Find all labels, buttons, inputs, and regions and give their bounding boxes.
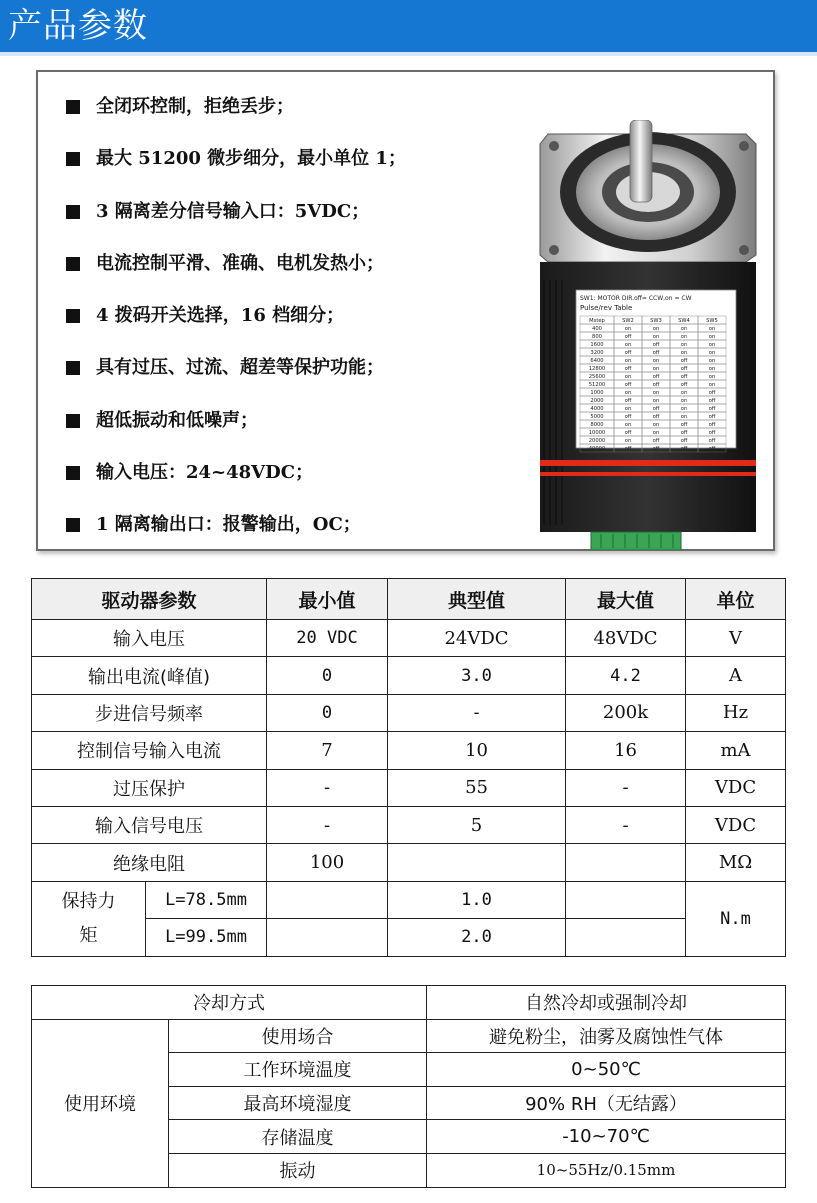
header-divider <box>0 52 817 56</box>
motor-label-cell: 10000 <box>588 430 606 436</box>
table-cell <box>566 919 686 956</box>
table-cell: 0~50℃ <box>427 1053 786 1087</box>
motor-label-cell: on <box>652 430 660 436</box>
motor-label-cell: on <box>652 334 660 340</box>
environment-table <box>31 985 786 1188</box>
motor-label-cell: on <box>680 398 688 404</box>
column-header: 驱动器参数 <box>32 579 267 620</box>
table-cell: 3.0 <box>388 657 566 694</box>
column-header: 典型值 <box>388 579 566 620</box>
feature-item: 超低振动和低噪声； <box>66 408 406 460</box>
motor-label-cell: on <box>708 382 716 388</box>
holding-torque-label: 保持力 矩 <box>32 881 146 956</box>
motor-label-header: SW4 <box>678 318 690 324</box>
table-row <box>32 844 786 881</box>
table-cell: - <box>388 694 566 731</box>
table-row <box>32 657 786 694</box>
feature-item: 4 拨码开关选择，16 档细分； <box>66 303 406 355</box>
feature-item: 最大 51200 微步细分，最小单位 1； <box>66 146 406 198</box>
table-cell: 避免粉尘，油雾及腐蚀性气体 <box>427 1019 786 1053</box>
motor-label-cell: off <box>680 366 688 372</box>
motor-label-subtitle: Pulse/rev Table <box>580 304 633 312</box>
table-cell: 冷却方式 <box>32 986 427 1020</box>
motor-label-cell: on <box>624 422 632 428</box>
table-cell: VDC <box>686 806 786 843</box>
motor-label-cell: on <box>708 342 716 348</box>
square-bullet-icon <box>66 518 80 532</box>
table-row <box>32 769 786 806</box>
motor-label-cell: off <box>652 406 660 412</box>
motor-label-cell: on <box>624 358 632 364</box>
motor-label-cell: off <box>708 446 716 452</box>
motor-label-cell: 4000 <box>590 406 604 412</box>
motor-label-cell: on <box>708 350 716 356</box>
motor-label-cell: on <box>680 342 688 348</box>
motor-label-cell: off <box>624 414 632 420</box>
table-row <box>32 986 786 1020</box>
motor-label-cell: off <box>708 406 716 412</box>
motor-label-header: Mstep <box>589 318 605 324</box>
motor-label-cell: 40000 <box>588 446 606 452</box>
motor-label-cell: off <box>708 422 716 428</box>
motor-label-cell: off <box>652 374 660 380</box>
motor-label-cell: off <box>680 358 688 364</box>
motor-label-cell: on <box>652 398 660 404</box>
table-cell: VDC <box>686 769 786 806</box>
table-cell: L=99.5mm <box>146 919 267 956</box>
motor-label-cell: off <box>680 422 688 428</box>
table-cell: V <box>686 620 786 657</box>
square-bullet-icon <box>66 257 80 271</box>
table-cell: 10 <box>388 732 566 769</box>
table-cell: 工作环境温度 <box>169 1053 427 1087</box>
motor-label-cell: off <box>708 414 716 420</box>
motor-label-cell: 25600 <box>588 374 606 380</box>
motor-label-cell: on <box>708 326 716 332</box>
motor-label-cell: on <box>708 334 716 340</box>
driver-params-table <box>31 578 786 957</box>
motor-label-cell: 400 <box>592 326 602 332</box>
motor-label-cell: 20000 <box>588 438 606 444</box>
square-bullet-icon <box>66 309 80 323</box>
motor-label-cell: 1600 <box>590 342 604 348</box>
table-cell: A <box>686 657 786 694</box>
table-row <box>32 694 786 731</box>
motor-label-cell: off <box>680 374 688 380</box>
header-banner <box>0 0 817 52</box>
feature-item: 电流控制平滑、准确、电机发热小； <box>66 251 406 303</box>
table-cell: 48VDC <box>566 620 686 657</box>
table-cell: 自然冷却或强制冷却 <box>427 986 786 1020</box>
column-header: 单位 <box>686 579 786 620</box>
motor-label-cell: 5000 <box>590 414 604 420</box>
motor-label-cell: on <box>624 390 632 396</box>
table-cell: Hz <box>686 694 786 731</box>
table-cell: 5 <box>388 806 566 843</box>
motor-label-cell: on <box>680 390 688 396</box>
table-cell: 24VDC <box>388 620 566 657</box>
environment-group-label: 使用环境 <box>32 1019 169 1187</box>
square-bullet-icon <box>66 100 80 114</box>
feature-item: 3 隔离差分信号输入口：5VDC； <box>66 199 406 251</box>
feature-list <box>66 94 406 565</box>
motor-label-cell: 3200 <box>590 350 604 356</box>
table-cell: 0 <box>267 657 388 694</box>
motor-label-header: SW5 <box>706 318 718 324</box>
table-cell: 输出电流(峰值) <box>32 657 267 694</box>
table-cell: - <box>267 769 388 806</box>
table-cell: 存储温度 <box>169 1120 427 1154</box>
feature-item: 1 隔离输出口：报警输出，OC； <box>66 512 406 564</box>
table-cell: - <box>566 769 686 806</box>
motor-label-cell: off <box>680 382 688 388</box>
table-row <box>32 881 786 918</box>
motor-label-cell: on <box>680 334 688 340</box>
motor-label-cell: 2000 <box>590 398 604 404</box>
stepper-motor-image <box>536 120 776 550</box>
table-cell: L=78.5mm <box>146 881 267 918</box>
table-cell <box>566 881 686 918</box>
table-cell <box>388 844 566 881</box>
motor-label-cell: off <box>652 350 660 356</box>
motor-label-cell: on <box>680 350 688 356</box>
motor-label-cell: off <box>652 414 660 420</box>
table-cell: 0 <box>267 694 388 731</box>
motor-label-cell: off <box>624 382 632 388</box>
table-cell: 控制信号输入电流 <box>32 732 267 769</box>
table-row <box>32 620 786 657</box>
table-cell: - <box>267 806 388 843</box>
motor-label-header: SW2 <box>622 318 634 324</box>
table-row <box>32 919 786 956</box>
motor-label-cell: off <box>652 342 660 348</box>
motor-label-title: SW1: MOTOR DIR.off= CCW,on = CW <box>580 295 692 302</box>
table-cell: 2.0 <box>388 919 566 956</box>
motor-label-cell: 8000 <box>590 422 604 428</box>
square-bullet-icon <box>66 361 80 375</box>
table-cell: 90% RH（无结露） <box>427 1086 786 1120</box>
motor-label-cell: on <box>680 414 688 420</box>
table-header-row <box>32 579 786 620</box>
motor-label-cell: 1000 <box>590 390 604 396</box>
motor-label-cell: off <box>680 446 688 452</box>
motor-label-cell: off <box>624 334 632 340</box>
motor-label-cell: off <box>652 382 660 388</box>
square-bullet-icon <box>66 466 80 480</box>
square-bullet-icon <box>66 414 80 428</box>
motor-label-cell: on <box>652 422 660 428</box>
table-cell: 200k <box>566 694 686 731</box>
table-cell: 16 <box>566 732 686 769</box>
table-cell: 4.2 <box>566 657 686 694</box>
motor-label-cell: on <box>624 326 632 332</box>
table-row <box>32 1019 786 1053</box>
motor-label-cell: off <box>624 398 632 404</box>
column-header: 最大值 <box>566 579 686 620</box>
feature-item: 具有过压、过流、超差等保护功能； <box>66 355 406 407</box>
table-cell: 振动 <box>169 1153 427 1187</box>
motor-label-cell: 800 <box>592 334 602 340</box>
table-row <box>32 732 786 769</box>
motor-label-cell: off <box>624 366 632 372</box>
table-cell: -10~70℃ <box>427 1120 786 1154</box>
motor-label-cell: off <box>624 430 632 436</box>
motor-label-cell: off <box>680 430 688 436</box>
motor-label-cell: 6400 <box>590 358 604 364</box>
motor-label-cell: off <box>624 350 632 356</box>
motor-label-cell: on <box>652 326 660 332</box>
motor-label-cell: on <box>624 406 632 412</box>
table-cell: MΩ <box>686 844 786 881</box>
motor-label-cell: off <box>708 398 716 404</box>
motor-label-cell: off <box>652 438 660 444</box>
motor-label-cell: 12800 <box>588 366 606 372</box>
table-cell: 过压保护 <box>32 769 267 806</box>
table-cell: 100 <box>267 844 388 881</box>
table-cell: 1.0 <box>388 881 566 918</box>
table-cell: 步进信号频率 <box>32 694 267 731</box>
table-cell: N.m <box>686 881 786 956</box>
motor-label-cell: on <box>680 326 688 332</box>
motor-label-cell: off <box>624 446 632 452</box>
table-cell: 20 VDC <box>267 620 388 657</box>
table-cell: 10~55Hz/0.15mm <box>427 1153 786 1187</box>
square-bullet-icon <box>66 205 80 219</box>
square-bullet-icon <box>66 152 80 166</box>
table-cell: 使用场合 <box>169 1019 427 1053</box>
motor-label-cell: on <box>708 358 716 364</box>
table-cell: 绝缘电阻 <box>32 844 267 881</box>
table-cell: 7 <box>267 732 388 769</box>
column-header: 最小值 <box>267 579 388 620</box>
table-cell: 输入信号电压 <box>32 806 267 843</box>
feature-item: 输入电压：24~48VDC； <box>66 460 406 512</box>
feature-item: 全闭环控制，拒绝丢步； <box>66 94 406 146</box>
motor-label-cell: on <box>624 374 632 380</box>
motor-label-cell: on <box>708 366 716 372</box>
feature-panel <box>36 70 775 551</box>
motor-label-cell: on <box>624 342 632 348</box>
motor-label-header: SW3 <box>650 318 662 324</box>
motor-label-cell: on <box>652 358 660 364</box>
table-cell: - <box>566 806 686 843</box>
table-cell: 55 <box>388 769 566 806</box>
motor-label-cell: on <box>680 406 688 412</box>
motor-label-cell: on <box>624 438 632 444</box>
table-cell: mA <box>686 732 786 769</box>
page-title: 产品参数 <box>8 6 148 46</box>
motor-label-cell: off <box>708 390 716 396</box>
motor-label-cell: off <box>652 446 660 452</box>
table-row <box>32 806 786 843</box>
table-cell <box>267 919 388 956</box>
motor-label-cell: on <box>652 366 660 372</box>
table-cell: 最高环境湿度 <box>169 1086 427 1120</box>
motor-label-cell: off <box>708 430 716 436</box>
motor-label-cell: on <box>652 390 660 396</box>
motor-label-cell: off <box>680 438 688 444</box>
table-cell <box>267 881 388 918</box>
motor-label-cell: 51200 <box>588 382 606 388</box>
table-cell <box>566 844 686 881</box>
motor-label-cell: off <box>708 438 716 444</box>
table-cell: 输入电压 <box>32 620 267 657</box>
motor-label-cell: on <box>708 374 716 380</box>
